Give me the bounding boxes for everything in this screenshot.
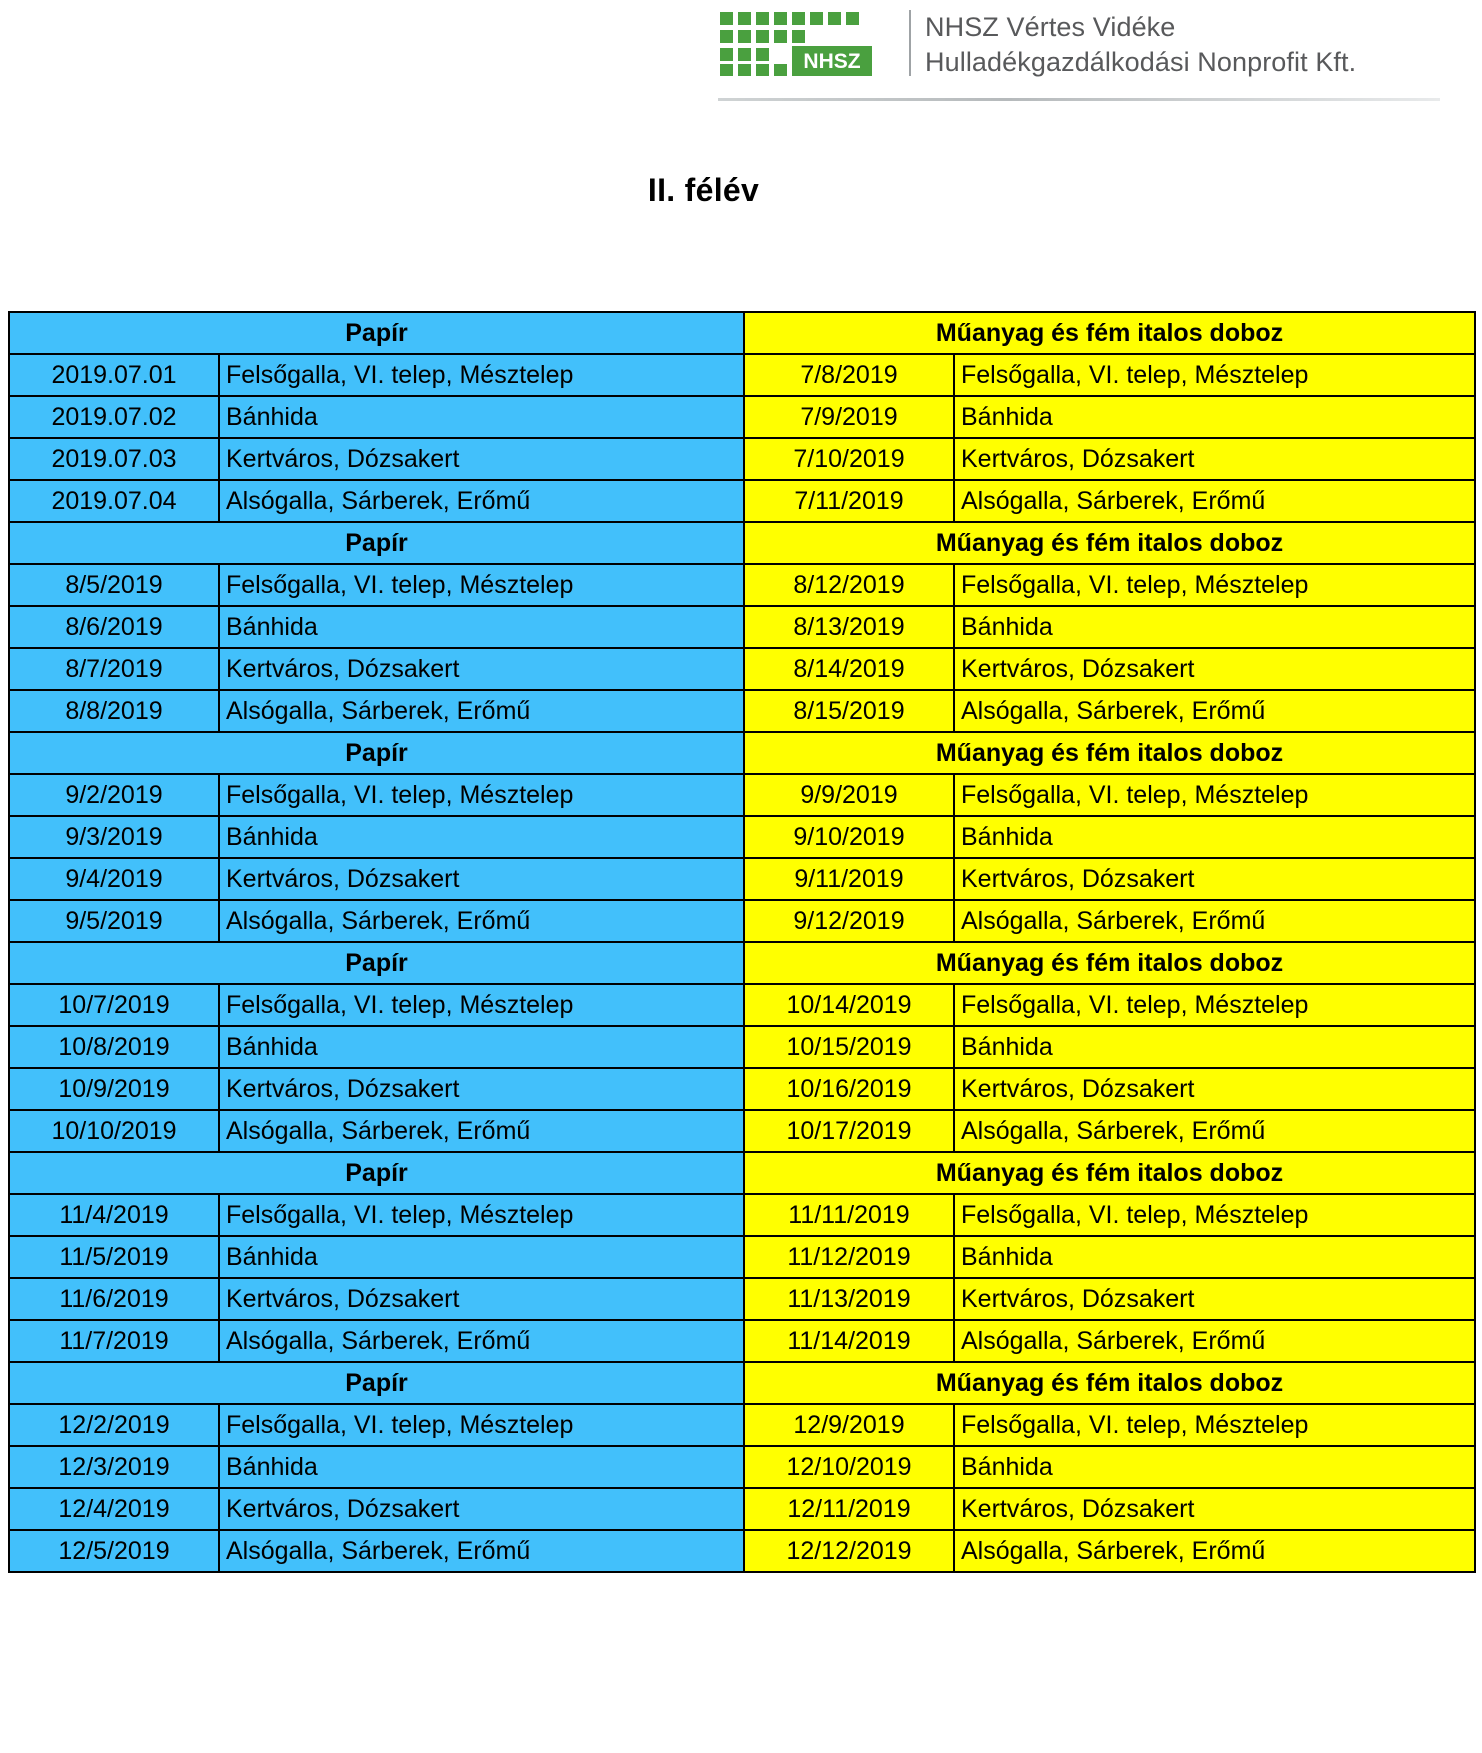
plastic-area-cell: Alsógalla, Sárberek, Erőmű [954, 1110, 1475, 1152]
paper-area-cell: Alsógalla, Sárberek, Erőmű [219, 1320, 744, 1362]
paper-header-cell: Papír [9, 312, 744, 354]
paper-area-cell: Felsőgalla, VI. telep, Mésztelep [219, 564, 744, 606]
table-row [9, 690, 1475, 732]
paper-area-cell: Kertváros, Dózsakert [219, 1278, 744, 1320]
logo-underline-rule [718, 98, 1440, 101]
plastic-area-cell: Kertváros, Dózsakert [954, 1488, 1475, 1530]
plastic-header-cell: Műanyag és fém italos doboz [744, 312, 1475, 354]
paper-area-cell: Felsőgalla, VI. telep, Mésztelep [219, 774, 744, 816]
paper-date-cell: 10/9/2019 [9, 1068, 219, 1110]
plastic-date-cell: 7/9/2019 [744, 396, 954, 438]
plastic-area-cell: Felsőgalla, VI. telep, Mésztelep [954, 1194, 1475, 1236]
plastic-area-cell: Kertváros, Dózsakert [954, 648, 1475, 690]
plastic-date-cell: 10/15/2019 [744, 1026, 954, 1068]
paper-date-cell: 12/4/2019 [9, 1488, 219, 1530]
plastic-area-cell: Felsőgalla, VI. telep, Mésztelep [954, 564, 1475, 606]
table-row [9, 1488, 1475, 1530]
paper-area-cell: Kertváros, Dózsakert [219, 438, 744, 480]
plastic-date-cell: 8/12/2019 [744, 564, 954, 606]
plastic-date-cell: 8/14/2019 [744, 648, 954, 690]
plastic-date-cell: 10/14/2019 [744, 984, 954, 1026]
paper-date-cell: 11/7/2019 [9, 1320, 219, 1362]
plastic-area-cell: Bánhida [954, 606, 1475, 648]
table-row [9, 648, 1475, 690]
paper-date-cell: 9/5/2019 [9, 900, 219, 942]
table-row [9, 774, 1475, 816]
table-row [9, 984, 1475, 1026]
paper-area-cell: Bánhida [219, 1236, 744, 1278]
table-row [9, 396, 1475, 438]
plastic-date-cell: 12/12/2019 [744, 1530, 954, 1572]
plastic-date-cell: 11/11/2019 [744, 1194, 954, 1236]
table-row [9, 1068, 1475, 1110]
table-row [9, 1278, 1475, 1320]
plastic-date-cell: 8/15/2019 [744, 690, 954, 732]
plastic-area-cell: Alsógalla, Sárberek, Erőmű [954, 1320, 1475, 1362]
paper-area-cell: Bánhida [219, 1026, 744, 1068]
paper-area-cell: Felsőgalla, VI. telep, Mésztelep [219, 984, 744, 1026]
table-header-row [9, 732, 1475, 774]
table-row [9, 1446, 1475, 1488]
paper-area-cell: Alsógalla, Sárberek, Erőmű [219, 900, 744, 942]
paper-date-cell: 10/10/2019 [9, 1110, 219, 1152]
plastic-date-cell: 9/10/2019 [744, 816, 954, 858]
plastic-area-cell: Alsógalla, Sárberek, Erőmű [954, 900, 1475, 942]
plastic-header-cell: Műanyag és fém italos doboz [744, 942, 1475, 984]
plastic-header-cell: Műanyag és fém italos doboz [744, 732, 1475, 774]
table-row [9, 858, 1475, 900]
plastic-date-cell: 7/8/2019 [744, 354, 954, 396]
table-row [9, 1404, 1475, 1446]
plastic-area-cell: Alsógalla, Sárberek, Erőmű [954, 480, 1475, 522]
plastic-area-cell: Kertváros, Dózsakert [954, 438, 1475, 480]
paper-area-cell: Kertváros, Dózsakert [219, 1488, 744, 1530]
paper-area-cell: Felsőgalla, VI. telep, Mésztelep [219, 354, 744, 396]
paper-date-cell: 8/6/2019 [9, 606, 219, 648]
table-header-row [9, 1152, 1475, 1194]
plastic-area-cell: Bánhida [954, 1236, 1475, 1278]
plastic-header-cell: Műanyag és fém italos doboz [744, 1152, 1475, 1194]
plastic-date-cell: 10/16/2019 [744, 1068, 954, 1110]
table-row [9, 1320, 1475, 1362]
table-header-row [9, 312, 1475, 354]
schedule-table [8, 311, 1476, 1573]
paper-area-cell: Kertváros, Dózsakert [219, 1068, 744, 1110]
paper-area-cell: Felsőgalla, VI. telep, Mésztelep [219, 1194, 744, 1236]
plastic-area-cell: Kertváros, Dózsakert [954, 858, 1475, 900]
paper-date-cell: 2019.07.03 [9, 438, 219, 480]
plastic-area-cell: Felsőgalla, VI. telep, Mésztelep [954, 774, 1475, 816]
collection-schedule [8, 311, 1474, 1573]
company-name-line1: NHSZ Vértes Vidéke [925, 12, 1176, 42]
table-header-row [9, 1362, 1475, 1404]
paper-date-cell: 2019.07.02 [9, 396, 219, 438]
paper-header-cell: Papír [9, 732, 744, 774]
paper-date-cell: 9/2/2019 [9, 774, 219, 816]
paper-area-cell: Kertváros, Dózsakert [219, 648, 744, 690]
company-name-line2: Hulladékgazdálkodási Nonprofit Kft. [925, 46, 1357, 77]
plastic-area-cell: Kertváros, Dózsakert [954, 1278, 1475, 1320]
plastic-header-cell: Műanyag és fém italos doboz [744, 522, 1475, 564]
plastic-date-cell: 7/11/2019 [744, 480, 954, 522]
paper-area-cell: Alsógalla, Sárberek, Erőmű [219, 480, 744, 522]
table-row [9, 816, 1475, 858]
page-title [0, 172, 1482, 209]
plastic-date-cell: 7/10/2019 [744, 438, 954, 480]
paper-area-cell: Bánhida [219, 1446, 744, 1488]
paper-area-cell: Bánhida [219, 606, 744, 648]
plastic-date-cell: 11/14/2019 [744, 1320, 954, 1362]
paper-date-cell: 12/5/2019 [9, 1530, 219, 1572]
table-row [9, 1026, 1475, 1068]
paper-date-cell: 10/8/2019 [9, 1026, 219, 1068]
paper-date-cell: 2019.07.01 [9, 354, 219, 396]
logo-divider [909, 10, 911, 76]
paper-header-cell: Papír [9, 1362, 744, 1404]
plastic-header-cell: Műanyag és fém italos doboz [744, 1362, 1475, 1404]
plastic-area-cell: Felsőgalla, VI. telep, Mésztelep [954, 354, 1475, 396]
table-header-row [9, 522, 1475, 564]
paper-date-cell: 8/5/2019 [9, 564, 219, 606]
table-row [9, 1110, 1475, 1152]
paper-date-cell: 10/7/2019 [9, 984, 219, 1026]
plastic-date-cell: 9/12/2019 [744, 900, 954, 942]
paper-date-cell: 9/4/2019 [9, 858, 219, 900]
plastic-area-cell: Kertváros, Dózsakert [954, 1068, 1475, 1110]
paper-date-cell: 2019.07.04 [9, 480, 219, 522]
paper-area-cell: Felsőgalla, VI. telep, Mésztelep [219, 1404, 744, 1446]
paper-header-cell: Papír [9, 522, 744, 564]
paper-date-cell: 8/7/2019 [9, 648, 219, 690]
plastic-area-cell: Felsőgalla, VI. telep, Mésztelep [954, 1404, 1475, 1446]
table-row [9, 438, 1475, 480]
paper-date-cell: 11/6/2019 [9, 1278, 219, 1320]
plastic-date-cell: 12/11/2019 [744, 1488, 954, 1530]
paper-date-cell: 9/3/2019 [9, 816, 219, 858]
paper-date-cell: 11/5/2019 [9, 1236, 219, 1278]
plastic-date-cell: 10/17/2019 [744, 1110, 954, 1152]
plastic-area-cell: Bánhida [954, 1026, 1475, 1068]
plastic-date-cell: 9/9/2019 [744, 774, 954, 816]
paper-area-cell: Alsógalla, Sárberek, Erőmű [219, 1110, 744, 1152]
plastic-date-cell: 12/9/2019 [744, 1404, 954, 1446]
plastic-area-cell: Bánhida [954, 816, 1475, 858]
table-row [9, 900, 1475, 942]
company-logo-header [718, 8, 1438, 98]
plastic-date-cell: 12/10/2019 [744, 1446, 954, 1488]
table-row [9, 354, 1475, 396]
paper-date-cell: 8/8/2019 [9, 690, 219, 732]
paper-area-cell: Bánhida [219, 816, 744, 858]
page-title-text: II. félév [647, 172, 760, 208]
plastic-date-cell: 9/11/2019 [744, 858, 954, 900]
table-row [9, 1236, 1475, 1278]
paper-header-cell: Papír [9, 942, 744, 984]
plastic-area-cell: Felsőgalla, VI. telep, Mésztelep [954, 984, 1475, 1026]
table-row [9, 480, 1475, 522]
plastic-date-cell: 8/13/2019 [744, 606, 954, 648]
plastic-area-cell: Bánhida [954, 1446, 1475, 1488]
paper-date-cell: 12/2/2019 [9, 1404, 219, 1446]
paper-date-cell: 11/4/2019 [9, 1194, 219, 1236]
paper-header-cell: Papír [9, 1152, 744, 1194]
svg-text:NHSZ: NHSZ [803, 50, 861, 73]
paper-area-cell: Alsógalla, Sárberek, Erőmű [219, 690, 744, 732]
company-name [925, 8, 1356, 79]
plastic-area-cell: Alsógalla, Sárberek, Erőmű [954, 690, 1475, 732]
paper-area-cell: Bánhida [219, 396, 744, 438]
plastic-area-cell: Bánhida [954, 396, 1475, 438]
nhsz-logo-mark [718, 8, 903, 78]
plastic-date-cell: 11/12/2019 [744, 1236, 954, 1278]
paper-date-cell: 12/3/2019 [9, 1446, 219, 1488]
paper-area-cell: Kertváros, Dózsakert [219, 858, 744, 900]
table-row [9, 564, 1475, 606]
plastic-date-cell: 11/13/2019 [744, 1278, 954, 1320]
plastic-area-cell: Alsógalla, Sárberek, Erőmű [954, 1530, 1475, 1572]
table-row [9, 1194, 1475, 1236]
table-header-row [9, 942, 1475, 984]
paper-area-cell: Alsógalla, Sárberek, Erőmű [219, 1530, 744, 1572]
table-row [9, 606, 1475, 648]
table-row [9, 1530, 1475, 1572]
